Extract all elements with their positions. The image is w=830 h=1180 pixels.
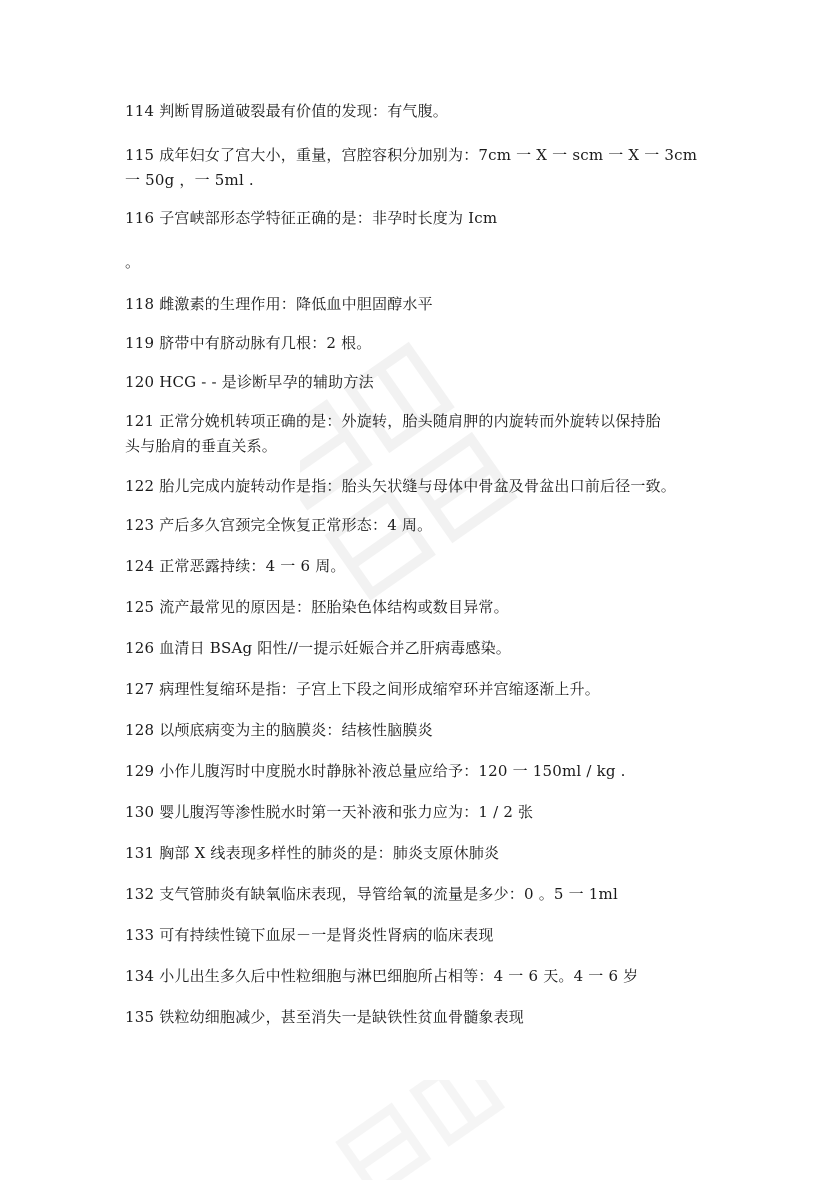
- text-line: 一 50g ，一 5ml .: [125, 171, 254, 189]
- watermark-logo-icon: [330, 1080, 530, 1180]
- text-line: 119 脐带中有脐动脉有几根：2 根。: [125, 334, 372, 352]
- text-line: 116 子宫峡部形态学特征正确的是：非孕时长度为 Icm: [125, 209, 498, 227]
- text-line: 130 婴儿腹泻等渗性脱水时第一天补液和张力应为：1 / 2 张: [125, 803, 534, 821]
- text-line: 114 判断胃肠道破裂最有价值的发现：有气腹。: [125, 102, 449, 120]
- text-line: 135 铁粒幼细胞减少，甚至消失一是缺铁性贫血骨髓象表现: [125, 1008, 525, 1026]
- text-line: 129 小作儿腹泻时中度脱水时静脉补液总量应给予：120 一 150ml / kg .: [125, 762, 626, 780]
- text-line: 133 可有持续性镜下血尿－一是肾炎性肾病的临床表现: [125, 926, 494, 944]
- text-line: 123 产后多久宫颈完全恢复正常形态：4 周。: [125, 516, 433, 534]
- text-line: 。: [125, 253, 141, 271]
- text-line: 头与胎肩的垂直关系。: [125, 437, 278, 455]
- text-line: 134 小儿出生多久后中性粒细胞与淋巴细胞所占相等：4 一 6 天。4 一 6 岁: [125, 967, 639, 985]
- text-line: 126 血清日 BSAg 阳性//一提示妊娠合并乙肝病毒感染。: [125, 639, 511, 657]
- text-line: 125 流产最常见的原因是：胚胎染色体结构或数目异常。: [125, 598, 509, 616]
- text-line: 128 以颅底病变为主的脑膜炎：结核性脑膜炎: [125, 721, 433, 739]
- text-line: 115 成年妇女了宫大小，重量，宫腔容积分加别为：7cm 一 X 一 scm 一 X 一 3cm: [125, 146, 698, 164]
- text-line: 132 支气管肺炎有缺氧临床表现，导管给氧的流量是多少：0 。5 一 1ml: [125, 885, 618, 903]
- text-line: 127 病理性复缩环是指：子宫上下段之间形成缩窄环并宫缩逐渐上升。: [125, 680, 601, 698]
- text-line: 118 雌激素的生理作用：降低血中胆固醇水平: [125, 295, 433, 313]
- text-line: 124 正常恶露持续：4 一 6 周。: [125, 557, 346, 575]
- text-line: 131 胸部 X 线表现多样性的肺炎的是：肺炎支原休肺炎: [125, 844, 500, 862]
- text-line: 122 胎儿完成内旋转动作是指：胎头矢状缝与母体中骨盆及骨盆出口前后径一致。: [125, 477, 677, 495]
- text-line: 120 HCG - - 是诊断早孕的辅助方法: [125, 373, 374, 391]
- text-line: 121 正常分娩机转项正确的是：外旋转，胎头随肩胛的内旋转而外旋转以保持胎: [125, 412, 661, 430]
